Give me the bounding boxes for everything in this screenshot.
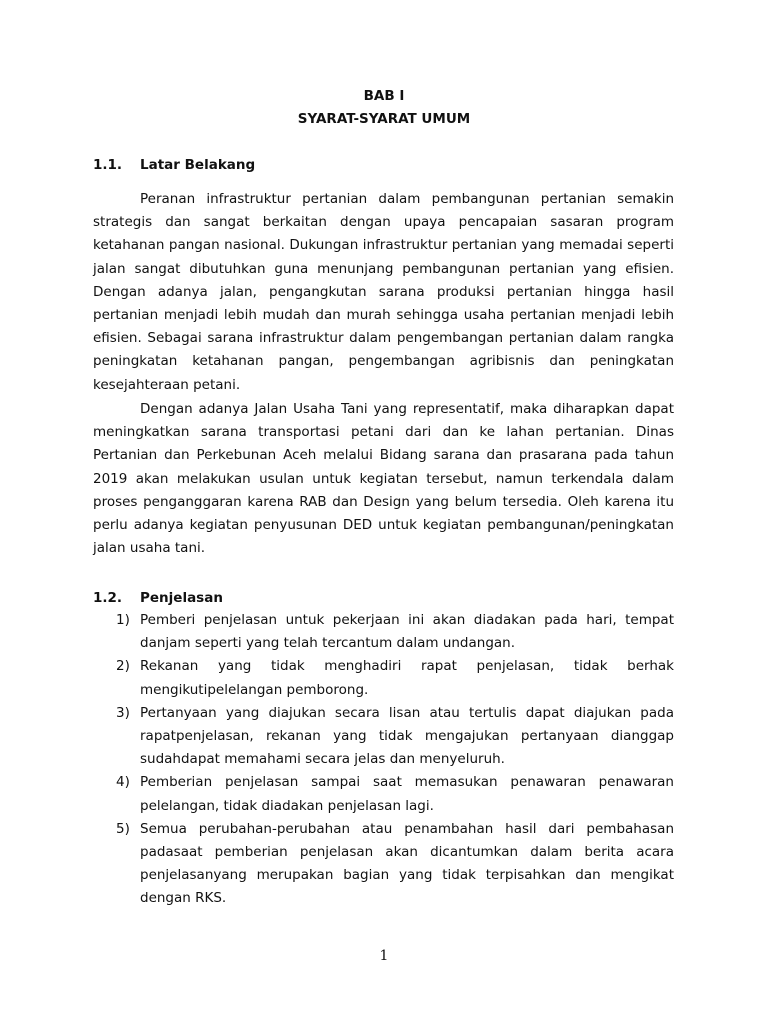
page-number: 1 xyxy=(379,948,389,964)
list-item-text: Pertanyaan yang diajukan secara lisan atau tertulis dapat diajukan pada rapatpenjelasan, rekanan yang tidak mengajukan pertanyaan dianggap sudahdapat memahami secara jelas dan menyeluruh. xyxy=(140,704,674,768)
chapter-label: BAB I xyxy=(363,88,405,104)
numbered-list xyxy=(93,609,674,911)
section-heading: Penjelasan xyxy=(140,590,223,606)
list-marker: 4) xyxy=(116,774,130,791)
list-item-text: Pemberi penjelasan untuk pekerjaan ini akan diadakan pada hari, tempat danjam seperti yang telah tercantum dalam undangan. xyxy=(140,612,674,652)
list-marker: 2) xyxy=(116,658,130,675)
list-item xyxy=(93,609,674,655)
chapter-title: SYARAT-SYARAT UMUM xyxy=(297,111,471,127)
list-item-text: Semua perubahan-perubahan atau penambahan hasil dari pembahasan padasaat pemberian penjelasan akan dicantumkan dalam berita acara penjelasanyang merupakan bagian yang tidak terpisahkan dan mengikat dengan RKS. xyxy=(140,820,674,907)
section-heading: Latar Belakang xyxy=(140,157,256,173)
list-marker: 3) xyxy=(116,704,130,721)
section-number: 1.2. xyxy=(93,590,123,606)
list-item xyxy=(93,818,674,911)
body-paragraph: Peranan infrastruktur pertanian dalam pembangunan pertanian semakin strategis dan sangat berkaitan dengan upaya pencapaian sasaran program ketahanan pangan nasional. Dukungan infrastruktur pertanian yang memadai seperti jalan sangat dibutuhkan guna menunjang pembangunan pertanian yang efisien. Dengan adanya jalan, pengangkutan sarana produksi pertanian hingga hasil pertanian menjadi lebih mudah dan murah sehingga usaha pertanian menjadi lebih efisien. Sebagai sarana infrastruktur dalam pengembangan pertanian dalam rangka peningkatan ketahanan pangan, pengembangan agribisnis dan peningkatan kesejahteraan petani. xyxy=(93,191,674,393)
body-paragraph: Dengan adanya Jalan Usaha Tani yang representatif, maka diharapkan dapat meningkatkan sarana transportasi petani dari dan ke lahan pertanian. Dinas Pertanian dan Perkebunan Aceh melalui Bidang sarana dan prasarana pada tahun 2019 akan melakukan usulan untuk kegiatan tersebut, namun terkendala dalam proses penganggaran karena RAB dan Design yang belum tersedia. Oleh karena itu perlu adanya kegiatan penyusunan DED untuk kegiatan pembangunan/peningkatan jalan usaha tani. xyxy=(93,401,674,557)
list-marker: 1) xyxy=(116,612,130,628)
list-item xyxy=(93,702,674,772)
list-item-text: Rekanan yang tidak menghadiri rapat penjelasan, tidak berhak mengikutipelelangan pemborong. xyxy=(140,658,674,698)
list-marker: 5) xyxy=(116,820,130,837)
list-item xyxy=(93,771,674,817)
section-number: 1.1. xyxy=(93,157,123,173)
list-item xyxy=(93,655,674,701)
list-item-text: Pemberian penjelasan sampai saat memasukan penawaran penawaran pelelangan, tidak diadakan penjelasan lagi. xyxy=(140,774,674,814)
